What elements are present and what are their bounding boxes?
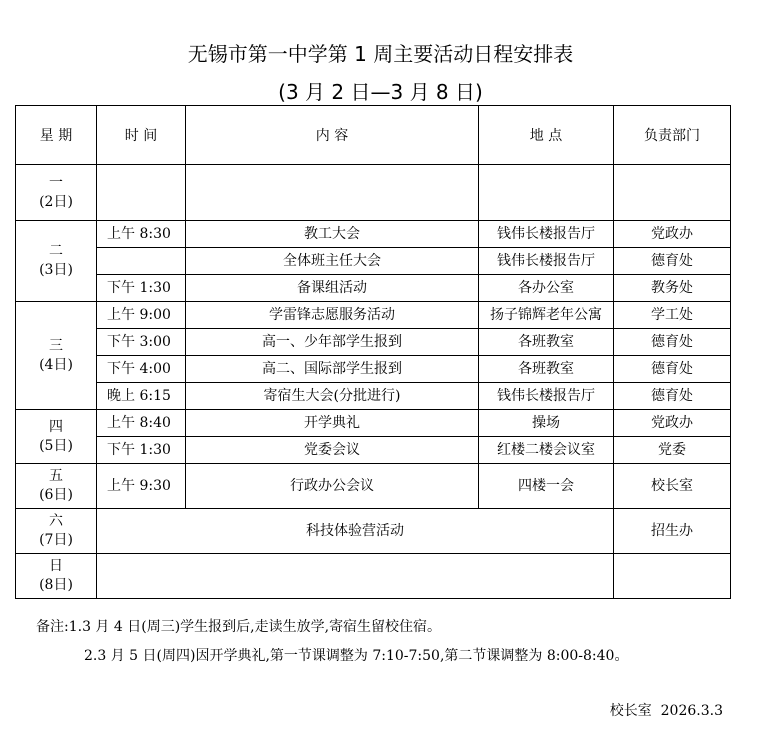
place-cell: 扬子锦辉老年公寓 [479, 302, 614, 329]
header-time: 时 间 [97, 106, 186, 165]
page-title: 无锡市第一中学第 1 周主要活动日程安排表 [187, 42, 574, 66]
place-cell: 各办公室 [479, 275, 614, 302]
day-date: (7日) [39, 532, 73, 548]
dept-cell: 德育处 [614, 329, 731, 356]
dept-cell: 党政办 [614, 221, 731, 248]
dept-cell: 教务处 [614, 275, 731, 302]
day-cell-sat [16, 509, 97, 554]
time-cell: 下午 3:00 [97, 329, 186, 356]
schedule-table [15, 105, 731, 599]
dept-cell: 德育处 [614, 383, 731, 410]
time-cell: 上午 9:30 [97, 464, 186, 509]
time-cell [97, 165, 186, 221]
dept-cell: 招生办 [614, 509, 731, 554]
place-cell: 四楼一会 [479, 464, 614, 509]
place-cell: 钱伟长楼报告厅 [479, 383, 614, 410]
dept-cell [614, 554, 731, 599]
table-row [16, 356, 731, 383]
day-date: (8日) [39, 577, 73, 593]
day-cell-fri [16, 464, 97, 509]
content-cell: 教工大会 [186, 221, 479, 248]
content-cell: 备课组活动 [186, 275, 479, 302]
content-cell: 全体班主任大会 [186, 248, 479, 275]
time-cell: 上午 9:00 [97, 302, 186, 329]
day-name: 二 [49, 243, 63, 259]
table-row [16, 554, 731, 599]
table-header-row [16, 106, 731, 165]
day-name: 五 [49, 468, 63, 484]
table-row [16, 165, 731, 221]
day-date: (6日) [39, 487, 73, 503]
day-name: 四 [49, 418, 63, 435]
day-cell-wed [16, 302, 97, 410]
time-cell: 上午 8:40 [97, 410, 186, 437]
day-date: (5日) [39, 437, 73, 454]
time-cell: 晚上 6:15 [97, 383, 186, 410]
content-cell: 开学典礼 [186, 410, 479, 437]
day-date: (3日) [39, 262, 73, 278]
dept-cell: 党委 [614, 437, 731, 464]
table-row [16, 302, 731, 329]
day-cell-thu [16, 410, 97, 464]
day-date: (2日) [39, 193, 73, 210]
table-row [16, 509, 731, 554]
day-cell-mon [16, 165, 97, 221]
dept-cell: 德育处 [614, 248, 731, 275]
place-cell: 红楼二楼会议室 [479, 437, 614, 464]
content-cell: 党委会议 [186, 437, 479, 464]
content-cell: 高一、少年部学生报到 [186, 329, 479, 356]
header-dept: 负责部门 [614, 106, 731, 165]
content-cell: 高二、国际部学生报到 [186, 356, 479, 383]
content-cell [186, 165, 479, 221]
header-day: 星 期 [16, 106, 97, 165]
day-name: 日 [49, 558, 63, 574]
table-row [16, 248, 731, 275]
header-content: 内 容 [186, 106, 479, 165]
signature: 校长室 2026.3.3 [609, 703, 723, 719]
table-row [16, 383, 731, 410]
time-cell: 下午 1:30 [97, 275, 186, 302]
place-cell: 各班教室 [479, 329, 614, 356]
time-cell: 下午 1:30 [97, 437, 186, 464]
day-cell-tue [16, 221, 97, 302]
day-name: 一 [49, 174, 63, 191]
time-cell: 上午 8:30 [97, 221, 186, 248]
header-place: 地 点 [479, 106, 614, 165]
day-name: 六 [49, 513, 63, 529]
content-cell: 学雷锋志愿服务活动 [186, 302, 479, 329]
content-cell [97, 554, 614, 599]
table-row [16, 329, 731, 356]
note-2: 2.3 月 5 日(周四)因开学典礼,第一节课调整为 7:10-7:50,第二节课调整为 8:00-8:40。 [84, 648, 629, 664]
table-row [16, 410, 731, 437]
place-cell [479, 165, 614, 221]
place-cell: 操场 [479, 410, 614, 437]
time-cell: 下午 4:00 [97, 356, 186, 383]
place-cell: 钱伟长楼报告厅 [479, 248, 614, 275]
day-cell-sun [16, 554, 97, 599]
content-cell: 寄宿生大会(分批进行) [186, 383, 479, 410]
date-range-subtitle: (3 月 2 日—3 月 8 日) [278, 80, 483, 104]
day-name: 三 [49, 337, 63, 354]
day-date: (4日) [39, 356, 73, 373]
dept-cell: 德育处 [614, 356, 731, 383]
time-cell [97, 248, 186, 275]
table-row [16, 437, 731, 464]
dept-cell: 学工处 [614, 302, 731, 329]
dept-cell: 校长室 [614, 464, 731, 509]
dept-cell: 党政办 [614, 410, 731, 437]
place-cell: 钱伟长楼报告厅 [479, 221, 614, 248]
table-row [16, 221, 731, 248]
dept-cell [614, 165, 731, 221]
table-row [16, 464, 731, 509]
content-cell: 科技体验营活动 [97, 509, 614, 554]
note-1: 备注:1.3 月 4 日(周三)学生报到后,走读生放学,寄宿生留校住宿。 [36, 619, 442, 635]
table-row [16, 275, 731, 302]
content-cell: 行政办公会议 [186, 464, 479, 509]
place-cell: 各班教室 [479, 356, 614, 383]
